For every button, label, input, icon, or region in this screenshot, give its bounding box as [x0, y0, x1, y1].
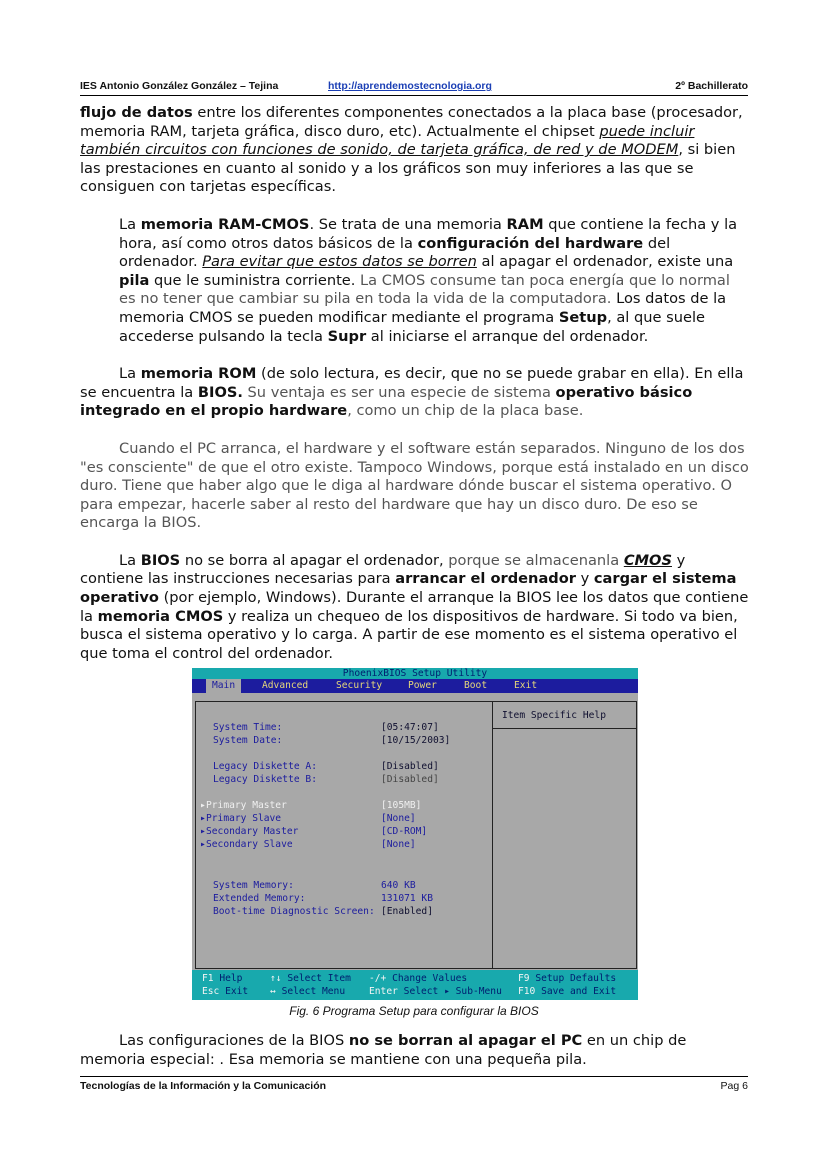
bios-key-hint [518, 972, 616, 985]
text: y [575, 570, 594, 588]
bios-row-value: [Disabled] [381, 774, 439, 785]
page-footer [80, 1076, 748, 1092]
key: Enter [369, 986, 398, 997]
bios-help-title: Item Specific Help [502, 710, 606, 721]
bold-text: operativo básico integrado en el propio hardware [80, 383, 693, 420]
bold-text: memoria RAM-CMOS [140, 215, 310, 233]
key: F10 [518, 986, 536, 997]
text: al iniciarse el arranque del ordenador. [366, 327, 649, 345]
page-header [80, 79, 748, 96]
bios-row-label: Legacy Diskette B: [213, 774, 317, 785]
text: (de solo lectura, es decir, que no se puede grabar en ella). En ella se encuentra la [80, 365, 744, 401]
page-number: Pag 6 [720, 1080, 748, 1092]
text: Los datos de la memoria CMOS se pueden modificar mediante el programa [119, 290, 727, 326]
text: que le suministra corriente. [149, 271, 361, 289]
gray-text: , como un chip de la placa base. [347, 402, 584, 420]
pointer-icon: ▸ [200, 800, 206, 811]
bold-text: RAM [506, 215, 544, 233]
bios-screenshot [192, 668, 638, 1000]
bios-key-hint [270, 985, 345, 998]
bios-row-label: Extended Memory: [213, 893, 306, 904]
bios-key-hint [369, 972, 467, 985]
bold-text: arrancar el ordenador [395, 570, 576, 588]
bios-row-label: Secondary Master [206, 826, 299, 837]
text: que contiene la fecha y la hora, así como otros datos básicos de la [119, 215, 738, 252]
bios-row-label: System Date: [213, 735, 283, 746]
text: Cuando el PC arranca, el hardware y el software están separados. Ninguno de los dos "es consciente" de que el otro existe. Tampoco Windows, porque está instalado en un disco duro. Tiene que haber algo que le diga al hardware dónde buscar el sistema operativo. O para empezar, hacerle saber al resto del hardware que hay un disco duro. De eso se encarga la BIOS. [80, 439, 749, 532]
bold-underlined-text: CMOS [623, 551, 672, 569]
bold-text: memoria ROM [140, 365, 257, 383]
underlined-text: puede incluir también circuitos con funciones de sonido, de tarjeta gráfica, de red y de MODEM [80, 122, 695, 159]
text: , si bien las prestaciones en cuanto al sonido y a los gráficos son muy inferiores a las que se consiguen con tarjetas específicas. [80, 141, 736, 196]
bios-row-value: [CD-ROM] [381, 826, 428, 837]
text: al apagar el ordenador, existe una [476, 253, 734, 271]
bold-text: Setup [558, 308, 608, 326]
bios-key-hint [202, 972, 242, 985]
bios-menu-power[interactable]: Power [408, 680, 437, 691]
bios-key-hint [369, 985, 502, 998]
bios-row-value: [Disabled] [381, 761, 439, 772]
text: del ordenador. [119, 234, 671, 271]
bold-text: BIOS. [197, 383, 243, 401]
bios-row-value: [None] [381, 813, 416, 824]
bios-row-value: [None] [381, 839, 416, 850]
key: ↔ [270, 986, 276, 997]
bold-text: BIOS [140, 551, 181, 569]
paragraph-rom [80, 365, 750, 421]
bios-row-value: [10/15/2003] [381, 735, 451, 746]
gray-text: La CMOS consume tan poca energía que lo normal es no tener que cambiar su pila en toda la vida de la computadora. [119, 271, 730, 308]
key-text: Select Item [287, 973, 351, 984]
text: entre los diferentes componentes conectados a la placa base (procesador, memoria RAM, tarjeta gráfica, disco duro, etc). Actualmente el chipset [80, 104, 743, 140]
pointer-icon: ▸ [200, 839, 206, 850]
bios-row-value: [105MB] [381, 800, 422, 811]
bios-row-label: Secondary Slave [206, 839, 293, 850]
bold-text: cargar el sistema operativo [80, 570, 737, 607]
gray-text: Su ventaja es ser una especie de sistema [242, 383, 556, 401]
text: Las configuraciones de la BIOS [119, 1032, 349, 1049]
text: . Se trata de una memoria [309, 215, 507, 233]
key-text: Select Menu [281, 986, 346, 997]
paragraph-config [80, 1032, 750, 1069]
bios-menu-boot[interactable]: Boot [464, 680, 488, 691]
text: , al que suele accederse pulsando la tecla [119, 308, 705, 345]
key: -/+ [369, 973, 387, 984]
bios-title: PhoenixBIOS Setup Utility [192, 668, 638, 679]
gray-text: porque se almacenanla [443, 551, 624, 569]
underlined-text: Para evitar que estos datos se borren [202, 253, 477, 271]
header-link[interactable]: http://aprendemostecnologia.org [328, 80, 492, 92]
bios-row-value: [05:47:07] [381, 722, 439, 733]
bold-text: flujo de datos [80, 104, 193, 121]
bold-text: pila [119, 271, 150, 289]
key-text: Save and Exit [541, 986, 617, 997]
document-body [80, 104, 750, 682]
bios-row-label: System Time: [213, 722, 283, 733]
key: Esc [202, 986, 220, 997]
bios-row-label: System Memory: [213, 880, 294, 891]
bios-key-hint [202, 985, 248, 998]
bios-row-value: 640 KB [381, 880, 416, 891]
bios-row-label: Boot-time Diagnostic Screen: [213, 906, 375, 917]
bios-row-value: 131071 KB [381, 893, 433, 904]
paragraph-chipset [80, 104, 750, 197]
text: La [119, 551, 141, 569]
bios-row-label: Primary Master [206, 800, 287, 811]
bios-row-label: Primary Slave [206, 813, 282, 824]
header-course: 2º Bachillerato [675, 80, 748, 92]
bios-row-value: [Enabled] [381, 906, 433, 917]
key: F9 [518, 973, 530, 984]
paragraph-bios [80, 552, 750, 664]
key-text: Change Values [392, 973, 468, 984]
bios-menu-bar [192, 679, 638, 693]
key-text: Exit [225, 986, 249, 997]
bold-text: Supr [327, 327, 367, 345]
text: y realiza un chequeo de los dispositivos de hardware. Si todo va bien, busca el sistema operativo y lo carga. A partir de ese momento es el sistema operativo el que toma el control del ordenador. [80, 607, 738, 662]
key-text: Setup Defaults [535, 973, 617, 984]
pointer-icon: ▸ [200, 813, 206, 824]
text: en un chip de memoria especial: . Esa memoria se mantiene con una pequeña pila. [80, 1032, 687, 1068]
text: (por ejemplo, Windows). Durante el arranque la BIOS lee los datos que contiene la [80, 589, 749, 625]
key-text: Select ▸ Sub-Menu [403, 986, 502, 997]
bios-main-panel [195, 701, 637, 969]
paragraph-ram-cmos [80, 216, 750, 346]
key: ↑↓ [270, 973, 282, 984]
paragraph-boot [80, 440, 750, 533]
bios-row-label: Legacy Diskette A: [213, 761, 317, 772]
bold-text: configuración del hardware [417, 234, 644, 252]
bios-menu-security[interactable]: Security [336, 680, 383, 691]
key-text: Help [219, 973, 243, 984]
bold-text: no se borran al apagar el PC [348, 1032, 583, 1049]
bold-text: memoria CMOS [97, 607, 224, 625]
text: no se borra al apagar el ordenador, [180, 551, 444, 569]
bios-menu-main[interactable]: Main [206, 679, 241, 693]
bios-key-hint [518, 985, 616, 998]
bios-key-legend [192, 970, 638, 1000]
pointer-icon: ▸ [200, 826, 206, 837]
footer-subject: Tecnologías de la Información y la Comunicación [80, 1080, 327, 1092]
bios-key-hint [270, 972, 351, 985]
text: La [119, 215, 141, 233]
figure-caption: Fig. 6 Programa Setup para configurar la BIOS [289, 1004, 539, 1018]
text: La [119, 365, 141, 383]
bios-menu-exit[interactable]: Exit [514, 680, 538, 691]
text: y contiene las instrucciones necesarias para [80, 551, 686, 588]
key: F1 [202, 973, 214, 984]
bios-menu-advanced[interactable]: Advanced [262, 680, 309, 691]
header-school: IES Antonio González González – Tejina [80, 80, 279, 92]
